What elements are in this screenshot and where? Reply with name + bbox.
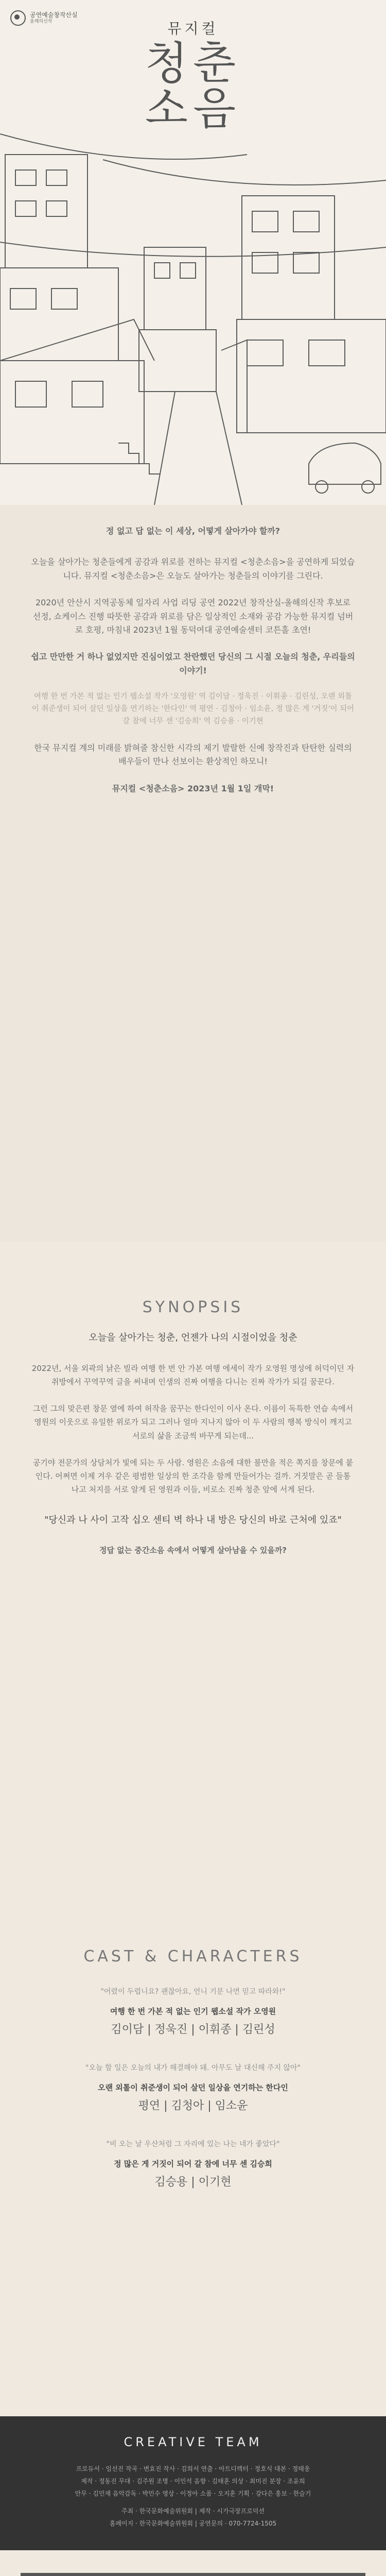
intro-paragraph-2: 2020년 안산시 지역공동체 일자리 사업 리딩 공연 2022년 창작산실-올해의신작 후보로 선정, 쇼케이스 진행 따뜻한 공감과 위로를 담은 일상적인 소재와 공감 가능한 뮤지컬 넘버로 호평, 마침내 2023년 1월 동덕여대 공연예술센터 코튼홀 초연! bbox=[32, 598, 354, 635]
synopsis-heading: SYNOPSIS bbox=[142, 1298, 244, 1316]
cast-names-2: 평연 | 김청아 | 임소윤 bbox=[138, 2099, 248, 2112]
credit-line-2: 제작 · 정동진 무대 · 김주원 조명 · 이민석 음향 · 김태훈 의상 · 최미진 분장 · 조윤희 bbox=[81, 2478, 305, 2485]
schedule-heading bbox=[21, 2573, 365, 2576]
hero-title-line2: 소음 bbox=[145, 82, 241, 134]
credit-line-1: 프로듀서 · 임선진 작곡 · 변효진 작사 · 김희서 연출 · 아트디렉터 · 정호식 대본 · 정태웅 bbox=[76, 2465, 310, 2472]
synopsis-lead: 오늘을 살아가는 청춘, 언젠가 나의 시절이었을 청춘 bbox=[89, 1332, 297, 1343]
cast-section bbox=[0, 1896, 386, 2416]
intro-paragraph-1: 오늘을 살아가는 청춘들에게 공감과 위로를 전하는 뮤지컬 <청춘소음>을 공연하게 되었습니다. 뮤지컬 <청춘소음>은 오늘도 살아가는 청춘들의 이야기를 그린다. bbox=[31, 557, 355, 581]
synopsis-paragraph-3: 공기야 전문가의 상담처가 빛에 되는 두 사람. 영원은 소음에 대한 불만을 적은 쪽지를 창문에 붙인다. 어쩌면 이제 겨우 같은 평범한 일상의 한 조각을 함께 만들어가는 걸까. 거짓말은 곧 들통 나고 처지를 서로 알게 된 영원과 이들, 비로소 진짜 청춘 앞에 서게 된다. bbox=[32, 1458, 354, 1495]
credit-line-3: 안무 · 김민재 음악감독 · 박민수 영상 · 이정아 소품 · 오지훈 기획 · 강다은 홍보 · 한슬기 bbox=[75, 2490, 311, 2497]
synopsis-section bbox=[0, 1262, 386, 1896]
credit-line-4: 주최 · 한국문화예술위원회 | 제작 · 시가극장프로덕션 bbox=[121, 2507, 265, 2515]
cast-role-2: 오랜 외톨이 취준생이 되어 살던 일상을 연기하는 한다인 bbox=[98, 2083, 288, 2092]
synopsis-closing: 정답 없는 중간소음 속에서 어떻게 살아남을 수 있을까? bbox=[99, 1546, 287, 1555]
cast-role-1: 여행 한 번 가본 적 없는 인기 웹소설 작가 오영원 bbox=[110, 2007, 276, 2016]
intro-strong: 쉽고 만만한 거 하나 없었지만 진심이었고 찬란했던 당신의 그 시절 오늘의 청춘, 우리들의 이야기! bbox=[31, 652, 355, 675]
intro-final: 뮤지컬 <청춘소음> 2023년 1월 1일 개막! bbox=[112, 783, 274, 793]
cast-quote-3: "비 오는 날 우산처럼 그 자리에 있는 나는 네가 좋았다" bbox=[106, 2140, 280, 2148]
logo-line1: 공연예술창작산실 bbox=[30, 11, 78, 19]
cast-quote-2: "오늘 할 일은 오늘의 내가 해결해야 돼. 아무도 날 대신해 주지 않아" bbox=[85, 2064, 301, 2072]
creative-heading: CREATIVE TEAM bbox=[124, 2435, 262, 2449]
creative-section bbox=[0, 2416, 386, 2550]
credit-line-5: 홈페이지 · 한국문화예술위원회 | 공연문의 · 070-7724-1505 bbox=[109, 2520, 277, 2527]
synopsis-paragraph-1: 2022년, 서울 외곽의 낡은 빌라 여행 한 번 안 가본 여행 에세이 작가 오영원 명성에 허덕이던 자취방에서 꾸역꾸역 글을 써내며 인생의 진짜 여행을 다니는 진짜 작가가 되길 꿈꾼다. bbox=[31, 1363, 355, 1386]
synopsis-quote: "당신과 나 사이 고작 십오 센티 벽 하나 내 방은 당신의 바로 근처에 있죠" bbox=[44, 1514, 342, 1526]
schedule-section bbox=[0, 2550, 386, 2576]
intro-question: 정 없고 답 없는 이 세상, 어떻게 살아가야 할까? bbox=[106, 526, 280, 536]
cast-names-1: 김이담 | 정욱진 | 이휘종 | 김린성 bbox=[111, 2023, 275, 2036]
intro-paragraph-4: 한국 뮤지컬 계의 미래를 밝혀줄 참신한 시각의 제기 발랄한 신예 창작진과 탄탄한 실력의 배우들이 만나 선보이는 환상적인 하모니! bbox=[34, 742, 352, 767]
cast-quote-1: "어렸이 두렵니요? 괜찮아요, 언니 기분 나면 믿고 따라와!" bbox=[100, 1988, 286, 1996]
hero-illustration bbox=[0, 0, 386, 505]
cast-heading: CAST & CHARACTERS bbox=[83, 1947, 303, 1965]
hero-title bbox=[0, 38, 386, 134]
hero-title-line1: 청춘 bbox=[145, 38, 241, 89]
hero-subtitle: 뮤지컬 bbox=[167, 20, 219, 37]
intro-paragraph-3: 여행 한 번 가본 적 없는 인기 웹소설 작가 '오영원' 역 김이담 · 정욱진 · 이휘종 · 김린성, 오랜 외톨이 취준생이 되어 살던 일상을 연기하는 '한다인' 역 평연 · 김청아 · 임소윤, 정 많은 게 '거짓'이 되어 갈 참에 너무 센 '김승희' 역 김승용 · 이기현 bbox=[31, 692, 355, 725]
logo-line2: 올해의신작 bbox=[30, 19, 52, 24]
cast-role-3: 정 많은 게 거짓이 되어 갈 참에 너무 센 김승희 bbox=[114, 2159, 272, 2168]
cast-names-3: 김승용 | 이기현 bbox=[154, 2176, 232, 2189]
intro-section bbox=[0, 505, 386, 1242]
synopsis-paragraph-2: 그런 그의 맞은편 창문 옆에 하여 허작을 꿈꾸는 한다인이 이사 온다. 이름이 독특한 연습 속에서 영원의 이웃으로 유일한 위로가 되고 그러나 얼마 지나지 않아 이 두 사람의 행복 방식이 깨지고 서로의 삶을 조금씩 바꾸게 되는데... bbox=[32, 1404, 354, 1440]
